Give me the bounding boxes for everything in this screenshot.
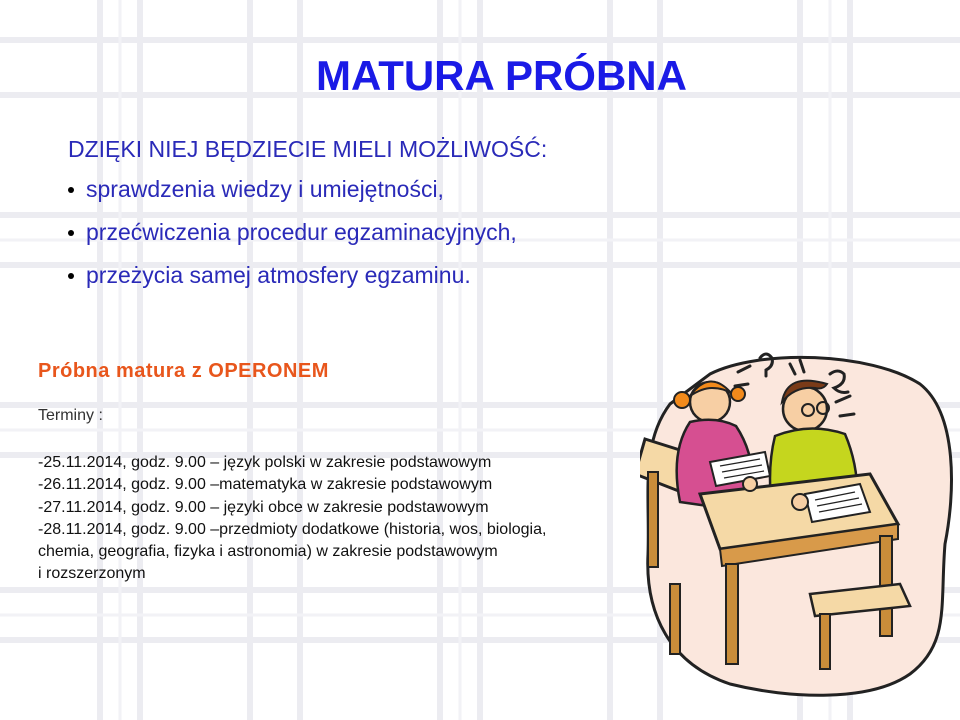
- list-item: [68, 177, 517, 220]
- list-item-text: przećwiczenia procedur egzaminacyjnych,: [86, 219, 517, 245]
- schedule-line: chemia, geografia, fizyka i astronomia) w zakresie podstawowym: [38, 543, 498, 561]
- schedule-list: [38, 452, 638, 586]
- schedule-line: -27.11.2014, godz. 9.00 – języki obce w zakresie podstawowym: [38, 498, 489, 516]
- bullet-icon: [68, 187, 74, 193]
- bullet-icon: [68, 273, 74, 279]
- schedule-line: -25.11.2014, godz. 9.00 – język polski w zakresie podstawowym: [38, 454, 492, 471]
- bullet-icon: [68, 230, 74, 236]
- list-item: [68, 220, 517, 263]
- list-item: [68, 263, 517, 306]
- schedule-line: -28.11.2014, godz. 9.00 –przedmioty dodatkowe (historia, wos, biologia,: [38, 520, 547, 538]
- page-title: MATURA PRÓBNA: [316, 52, 687, 99]
- list-item-text: przeżycia samej atmosfery egzaminu.: [86, 262, 471, 288]
- schedule-line: -26.11.2014, godz. 9.00 –matematyka w zakresie podstawowym: [38, 476, 493, 494]
- list-item-text: sprawdzenia wiedzy i umiejętności,: [86, 176, 444, 202]
- schedule-line: i rozszerzonym: [38, 565, 146, 583]
- terms-label: Terminy :: [38, 407, 103, 424]
- benefits-list: [68, 177, 517, 306]
- students-exam-illustration: [640, 344, 958, 704]
- section-heading: Próbna matura z OPERONEM: [38, 360, 329, 382]
- subtitle: DZIĘKI NIEJ BĘDZIECIE MIELI MOŻLIWOŚĆ:: [68, 136, 548, 162]
